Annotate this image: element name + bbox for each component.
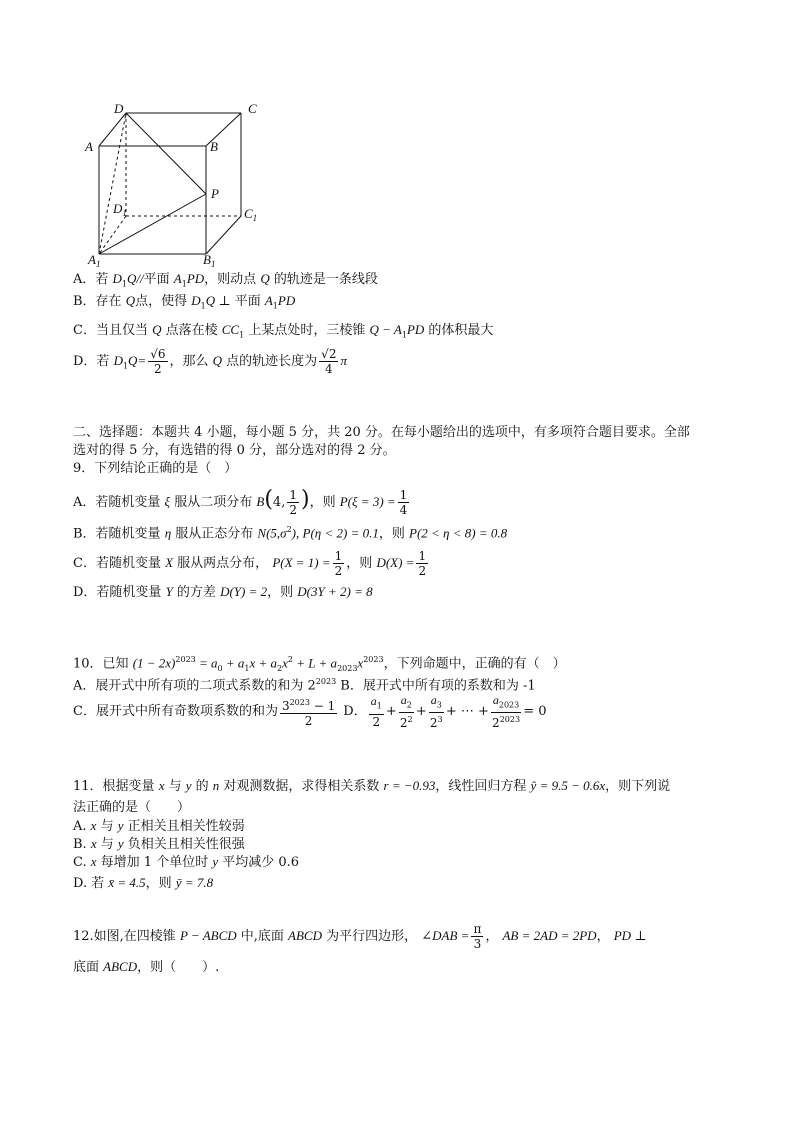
label-C: C [248, 101, 257, 116]
label-C1: $C_1$ [244, 206, 258, 223]
label-P: P [211, 186, 219, 201]
q10-option-ab: A．展开式中所有项的二项式系数的和为 $2^{2023}$ B．展开式中所有项的系数和为 -1 [73, 677, 536, 694]
label-B1: $B_1$ [203, 252, 216, 268]
label-A: A [85, 139, 93, 154]
q11-stem-line1: 11．根据变量 x 与 y 的 n 对观测数据，求得相关系数 r = −0.93，线性回归方程 ŷ = 9.5 − 0.6x，则下列说 [73, 778, 671, 794]
label-D: D [114, 101, 124, 116]
section2-heading-line2: 选对的得 5 分，有选错的得 0 分，部分选对的得 2 分。 [73, 443, 396, 458]
q10-option-cd: C．展开式中所有奇数项系数的和为 $\frac{3^{2023} - 1}{2}$ D． $\frac{a_1}{2}$ + $\frac{a_2}{2^2}$ + $\frac{a_3}{2^3}$ + ⋯ + $\frac{a_{2023}}{2^{2023}}$ = 0 [73, 692, 547, 731]
section2-heading-line1: 二、选择题：本题共 4 小题，每小题 5 分，共 20 分。在每小题给出的选项中，有多项符合题目要求。全部 [73, 425, 690, 440]
q11-option-b: B. x 与 y 负相关且相关性很强 [73, 836, 245, 852]
q8-option-c: C．当且仅当 Q 点落在棱 $CC_1$ 上某点处时，三棱锥 $Q - A_1PD$ 的体积最大 [73, 322, 494, 340]
q9-option-a: A．若随机变量 ξ 服从二项分布 B(4, $\frac{1}{2}$ )，则 P(ξ = 3) = $\frac{1}{4}$ [73, 487, 408, 517]
q9-option-c: C．若随机变量 X 服从两点分布， P(X = 1) = $\frac{1}{2}$ ，则 D(X) = $\frac{1}{2}$ [73, 549, 427, 578]
q11-option-a: A. x 与 y 正相关且相关性较弱 [73, 818, 245, 834]
q8-option-a: A．若 $D_1Q//$平面 $A_1PD$，则动点 Q 的轨迹是一条线段 [73, 271, 378, 289]
q8-option-d: D．若 $D_1Q=$ $\frac{√6}{2}$ ，那么 Q 点的轨迹长度为 $\frac{√2}{4}$ π [73, 347, 347, 376]
q9-stem: 9．下列结论正确的是（ ） [73, 461, 238, 476]
q8-option-b: B．存在 Q点，使得 $D_1Q$ ⊥ 平面 $A_1PD$ [73, 293, 296, 311]
label-D1: $D_1$ [113, 201, 127, 218]
cube-figure [80, 96, 280, 268]
q12-stem-line2: 底面 ABCD，则（ ）. [73, 959, 220, 975]
label-B: B [210, 139, 218, 154]
q11-option-d: D. 若 x̄ = 4.5，则 ȳ = 7.8 [73, 875, 214, 891]
q9-option-d: D．若随机变量 Y 的方差 D(Y) = 2，则 D(3Y + 2) = 8 [73, 584, 373, 600]
q11-option-c: C. x 每增加 1 个单位时 y 平均减少 0.6 [73, 854, 300, 870]
q10-stem: 10．已知 $(1 - 2x)^{2023} = a_0 + a_1x + a_2x^2 + L + a_{2023}x^{2023}$，下列命题中，正确的有（ ） [73, 655, 566, 673]
q9-option-b: B．若随机变量 η 服从正态分布 $N(5,\sigma^2)$, P(η < 2) = 0.1，则 P(2 < η < 8) = 0.8 [73, 525, 508, 542]
q12-stem-line1: 12.如图,在四棱锥 P − ABCD 中,底面 ABCD 为平行四边形， ∠DAB = $\frac{\pi}{3}$ ， AB = 2AD = 2PD， PD ⊥ [73, 922, 647, 951]
q11-stem-line2: 法正确的是（ ） [73, 800, 191, 815]
label-A1: $A_1$ [88, 252, 101, 268]
